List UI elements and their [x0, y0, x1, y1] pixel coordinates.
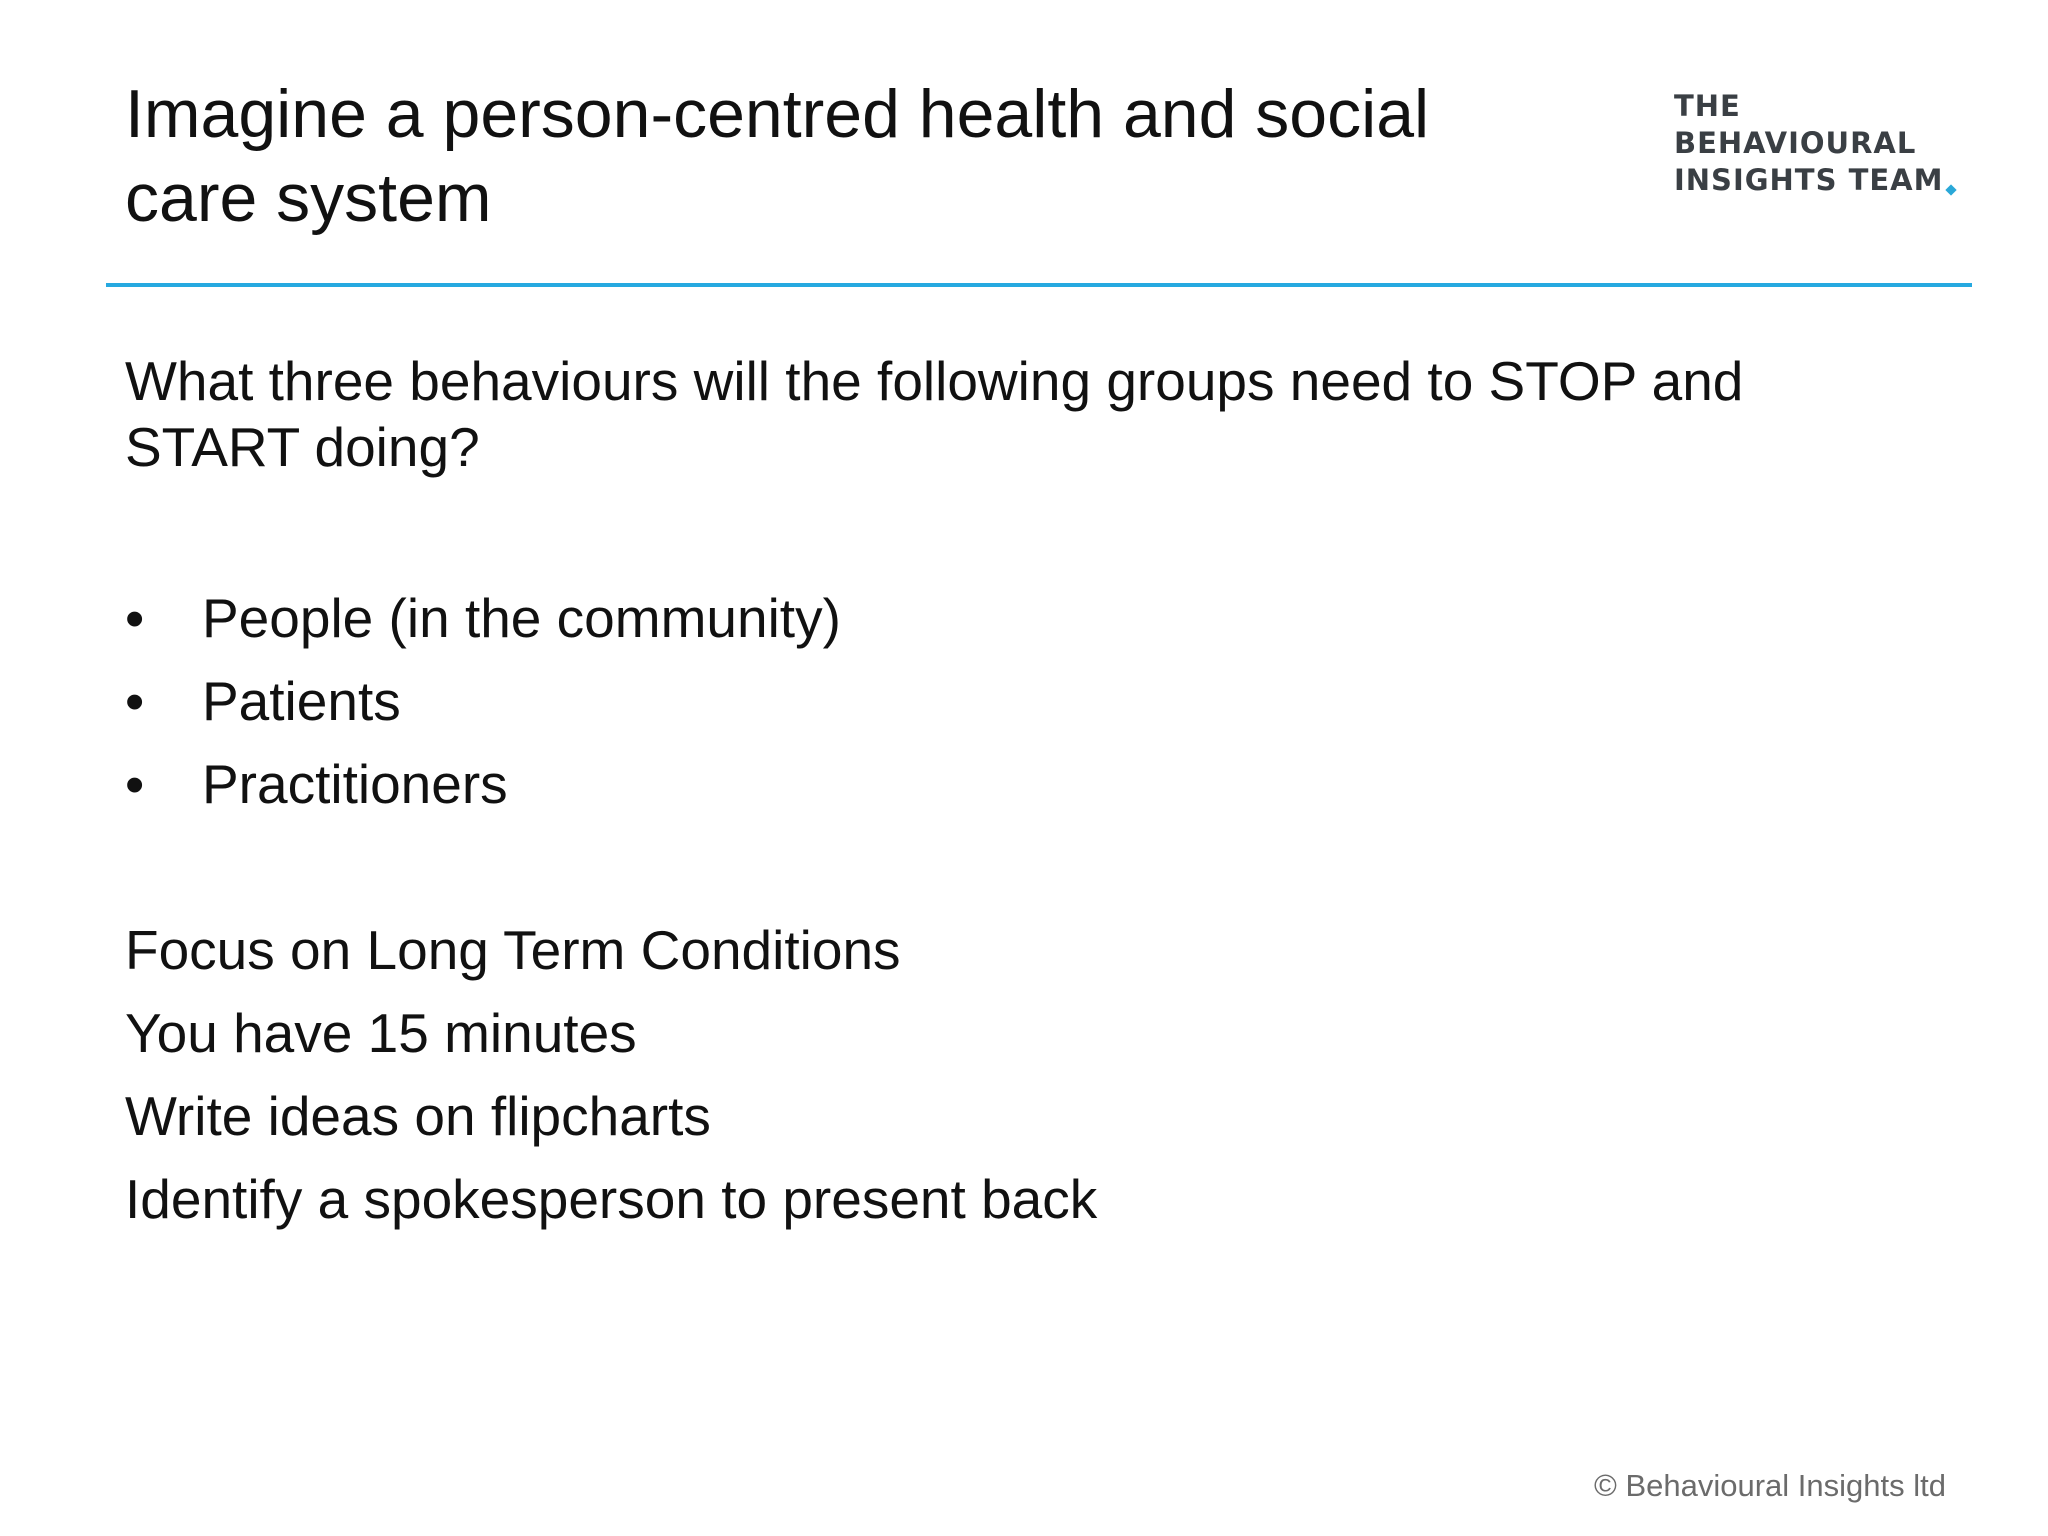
slide-title: Imagine a person-centred health and social care system — [125, 76, 1430, 236]
instructions-block — [125, 909, 1097, 1241]
behavioural-insights-team-logo — [1674, 88, 1955, 199]
list-item — [125, 577, 841, 660]
instruction-line: You have 15 minutes — [125, 1002, 637, 1064]
bullet-icon: • — [125, 587, 145, 649]
question-text: What three behaviours will the following groups need to STOP and START doing? — [125, 350, 1744, 478]
list-item — [125, 743, 841, 826]
instruction-line: Focus on Long Term Conditions — [125, 919, 901, 981]
copyright-footer: © Behavioural Insights ltd — [1594, 1468, 1946, 1503]
group-label: Practitioners — [202, 753, 508, 815]
logo-line-behavioural: BEHAVIOURAL — [1674, 126, 1917, 160]
logo-line-the: THE — [1674, 89, 1741, 123]
groups-list — [125, 577, 841, 826]
group-label: Patients — [202, 670, 401, 732]
logo-line-insights-team — [1674, 162, 1955, 199]
bullet-icon: • — [125, 753, 145, 815]
title-divider — [106, 283, 1972, 287]
list-item — [125, 660, 841, 743]
instruction-line: Identify a spokesperson to present back — [125, 1168, 1098, 1230]
logo-diamond-icon — [1946, 184, 1957, 195]
instruction-line: Write ideas on flipcharts — [125, 1085, 711, 1147]
logo-line-insights-team-text: INSIGHTS TEAM — [1674, 163, 1944, 197]
group-label: People (in the community) — [202, 587, 841, 649]
bullet-icon: • — [125, 670, 145, 732]
